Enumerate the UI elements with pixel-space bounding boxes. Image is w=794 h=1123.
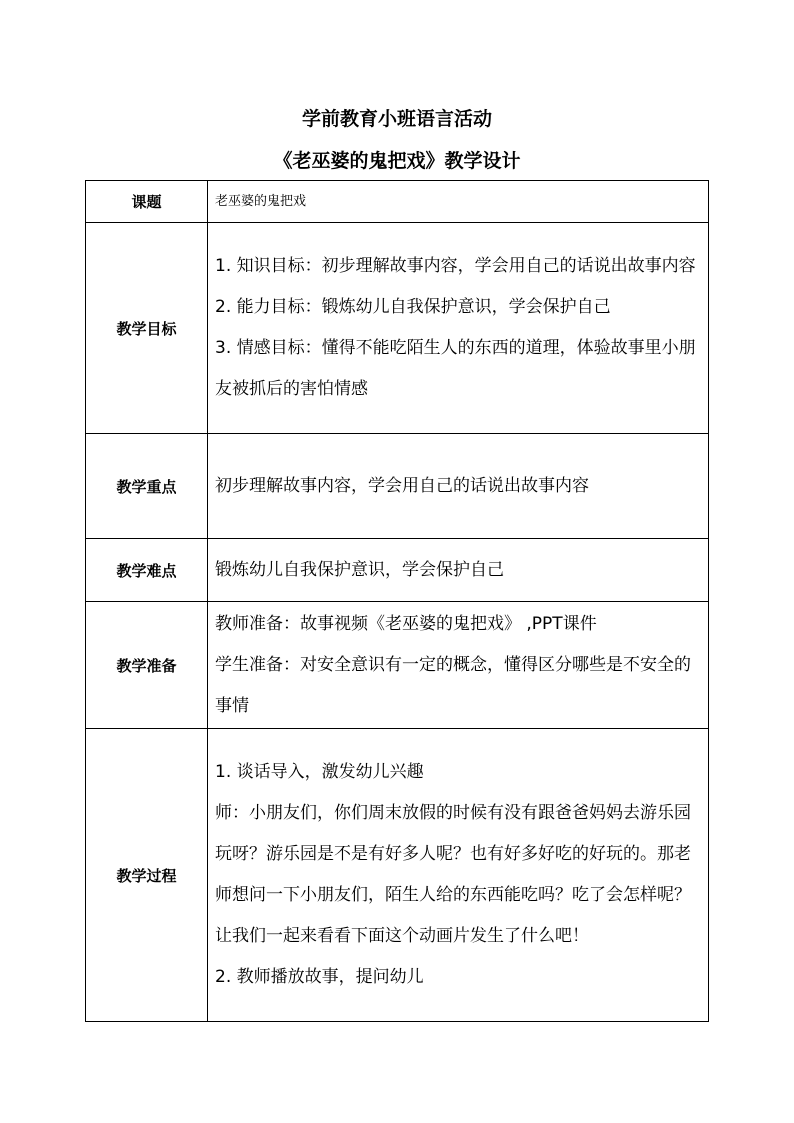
difficulties-value: 锻炼幼儿自我保护意识，学会保护自己 <box>208 539 709 602</box>
process-label: 教学过程 <box>86 729 208 1022</box>
objective-emotion: 3. 情感目标：懂得不能吃陌生人的东西的道理，体验故事里小朋友被抓后的害怕情感 <box>215 338 696 399</box>
objective-knowledge: 1. 知识目标：初步理解故事内容，学会用自己的话说出故事内容 <box>215 256 696 276</box>
objective-ability: 2. 能力目标：锻炼幼儿自我保护意识，学会保护自己 <box>215 297 611 317</box>
row-key-points <box>86 434 709 539</box>
key-points-label: 教学重点 <box>86 434 208 539</box>
process-step-1: 1. 谈话导入，激发幼儿兴趣 <box>215 762 424 782</box>
document-subtitle: 《老巫婆的鬼把戏》教学设计 <box>273 150 521 172</box>
process-step-2: 2. 教师播放故事，提问幼儿 <box>215 967 424 987</box>
student-preparation: 学生准备：对安全意识有一定的概念，懂得区分哪些是不安全的事情 <box>215 654 691 716</box>
topic-label: 课题 <box>86 181 208 223</box>
teacher-preparation: 教师准备：故事视频《老巫婆的鬼把戏》 ,PPT课件 <box>215 613 597 634</box>
key-points-value: 初步理解故事内容，学会用自己的话说出故事内容 <box>208 434 709 539</box>
process-content <box>208 729 709 1022</box>
lesson-plan-table <box>85 180 709 1022</box>
row-difficulties <box>86 539 709 602</box>
row-preparation <box>86 602 709 729</box>
objectives-label: 教学目标 <box>86 223 208 434</box>
row-objectives <box>86 223 709 434</box>
difficulties-label: 教学难点 <box>86 539 208 602</box>
preparation-content <box>208 602 709 729</box>
process-teacher-talk: 师：小朋友们，你们周末放假的时候有没有跟爸爸妈妈去游乐园玩呀？游乐园是不是有好多人呢？也有好多好吃的好玩的。那老师想问一下小朋友们，陌生人给的东西能吃吗？吃了会怎样呢？让我们一起来看看下面这个动画片发生了什么吧！ <box>215 803 691 946</box>
topic-value: 老巫婆的鬼把戏 <box>208 181 709 223</box>
row-topic <box>86 181 709 223</box>
document-title: 学前教育小班语言活动 <box>301 108 492 130</box>
row-process <box>86 729 709 1022</box>
objectives-content <box>208 223 709 434</box>
preparation-label: 教学准备 <box>86 602 208 729</box>
